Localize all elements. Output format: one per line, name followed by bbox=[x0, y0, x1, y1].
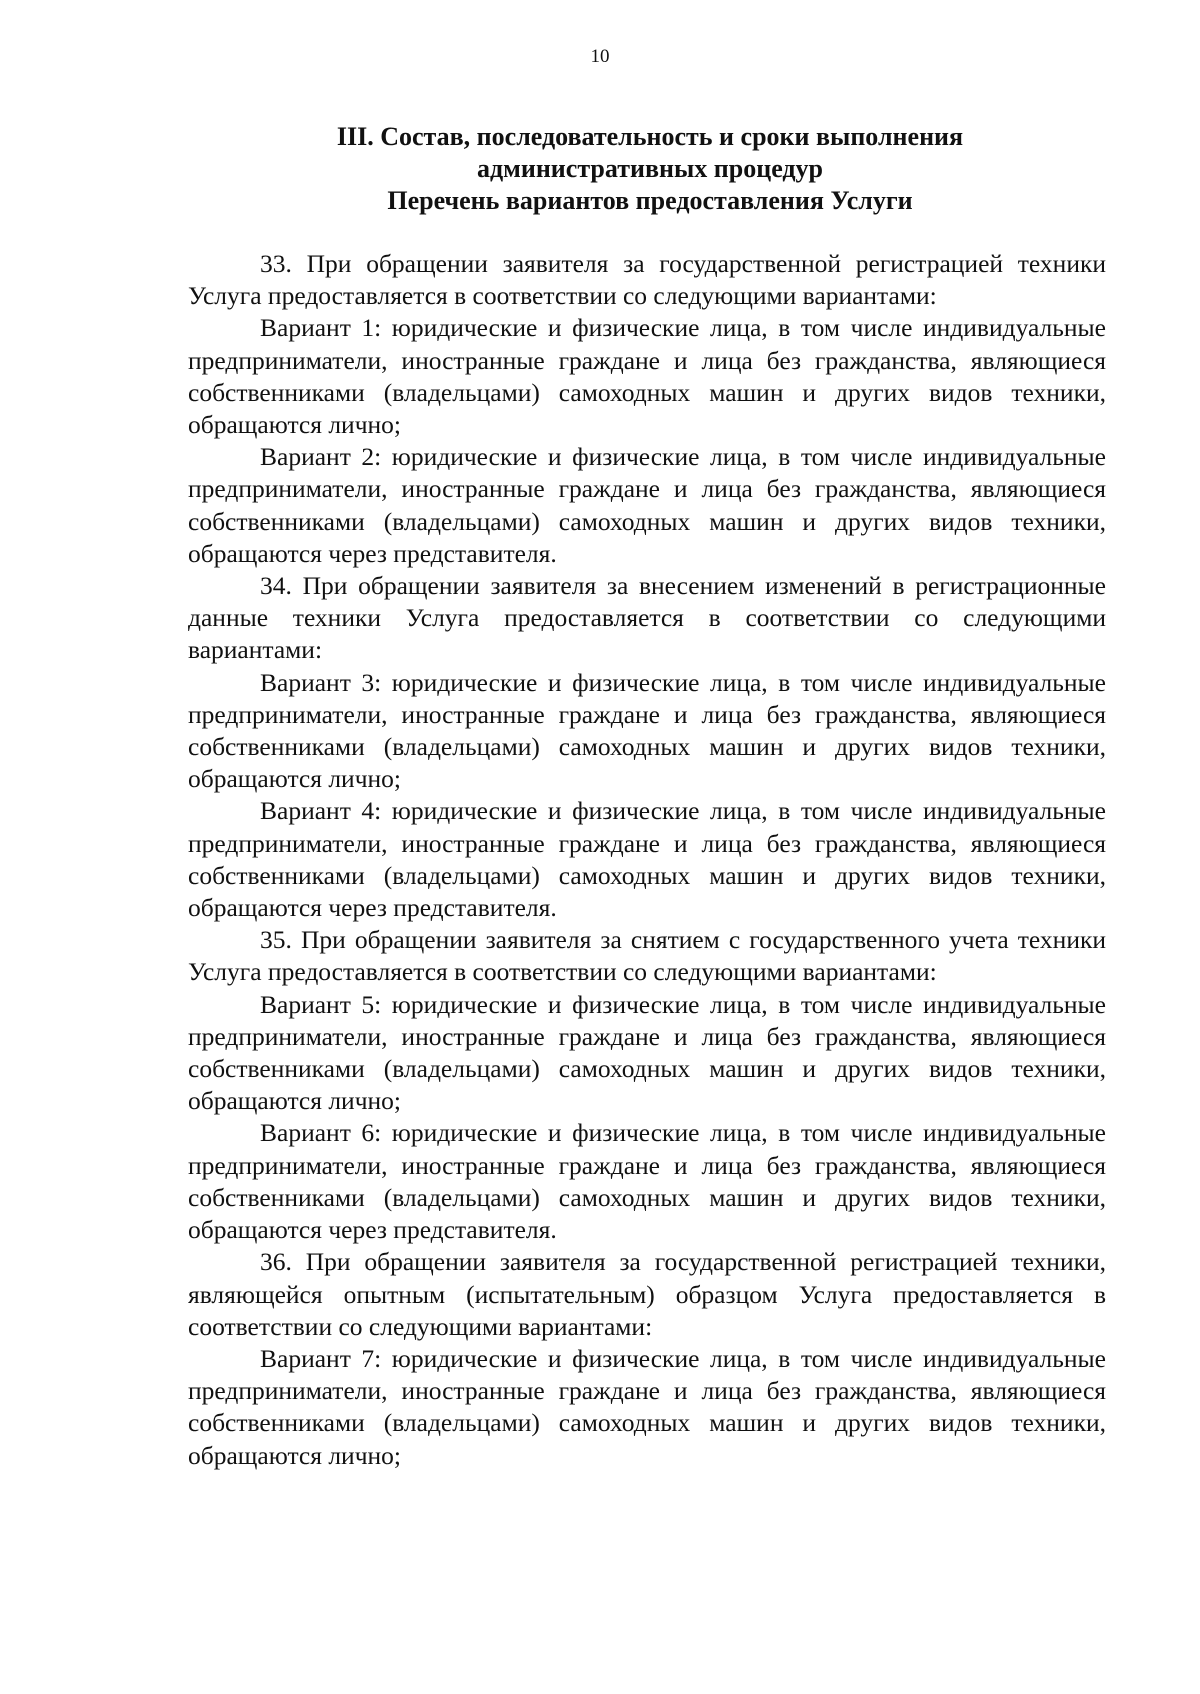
paragraph-35: 35. При обращении заявителя за снятием с государственного учета техники Услуга предоставляется в соответствии со следующими вариантами: bbox=[188, 925, 1106, 987]
section-heading-line-2: административных процедур bbox=[476, 154, 824, 183]
paragraph-variant-4: Вариант 4: юридические и физические лица, в том числе индивидуальные предприниматели, иностранные граждане и лица без гражданства, являющиеся собственниками (владельцами) самоходных машин и других видов техники, обращаются через представителя. bbox=[188, 796, 1106, 923]
paragraph-34: 34. При обращении заявителя за внесением изменений в регистрационные данные техники Услуга предоставляется в соответствии со следующими вариантами: bbox=[188, 571, 1106, 665]
section-heading-line-1: III. Состав, последовательность и сроки выполнения bbox=[336, 122, 964, 151]
paragraph-33: 33. При обращении заявителя за государственной регистрацией техники Услуга предоставляется в соответствии со следующими вариантами: bbox=[188, 249, 1106, 311]
page-number: 10 bbox=[590, 46, 610, 67]
document-body bbox=[188, 248, 1106, 1472]
paragraph-variant-3: Вариант 3: юридические и физические лица, в том числе индивидуальные предприниматели, иностранные граждане и лица без гражданства, являющиеся собственниками (владельцами) самоходных машин и других видов техники, обращаются лично; bbox=[188, 667, 1106, 794]
section-heading bbox=[190, 121, 1110, 217]
paragraph-variant-2: Вариант 2: юридические и физические лица, в том числе индивидуальные предприниматели, иностранные граждане и лица без гражданства, являющиеся собственниками (владельцами) самоходных машин и других видов техники, обращаются через представителя. bbox=[188, 442, 1106, 568]
paragraph-variant-5: Вариант 5: юридические и физические лица, в том числе индивидуальные предприниматели, иностранные граждане и лица без гражданства, являющиеся собственниками (владельцами) самоходных машин и других видов техники, обращаются лично; bbox=[188, 989, 1106, 1116]
paragraph-36: 36. При обращении заявителя за государственной регистрацией техники, являющейся опытным (испытательным) образцом Услуга предоставляется в соответствии со следующими вариантами: bbox=[188, 1247, 1106, 1341]
paragraph-variant-6: Вариант 6: юридические и физические лица, в том числе индивидуальные предприниматели, иностранные граждане и лица без гражданства, являющиеся собственниками (владельцами) самоходных машин и других видов техники, обращаются через представителя. bbox=[188, 1118, 1106, 1245]
section-heading-line-3: Перечень вариантов предоставления Услуги bbox=[387, 186, 913, 215]
paragraph-variant-7: Вариант 7: юридические и физические лица, в том числе индивидуальные предприниматели, иностранные граждане и лица без гражданства, являющиеся собственниками (владельцами) самоходных машин и других видов техники, обращаются лично; bbox=[188, 1343, 1106, 1470]
paragraph-variant-1: Вариант 1: юридические и физические лица, в том числе индивидуальные предприниматели, иностранные граждане и лица без гражданства, являющиеся собственниками (владельцами) самоходных машин и других видов техники, обращаются лично; bbox=[188, 313, 1106, 440]
